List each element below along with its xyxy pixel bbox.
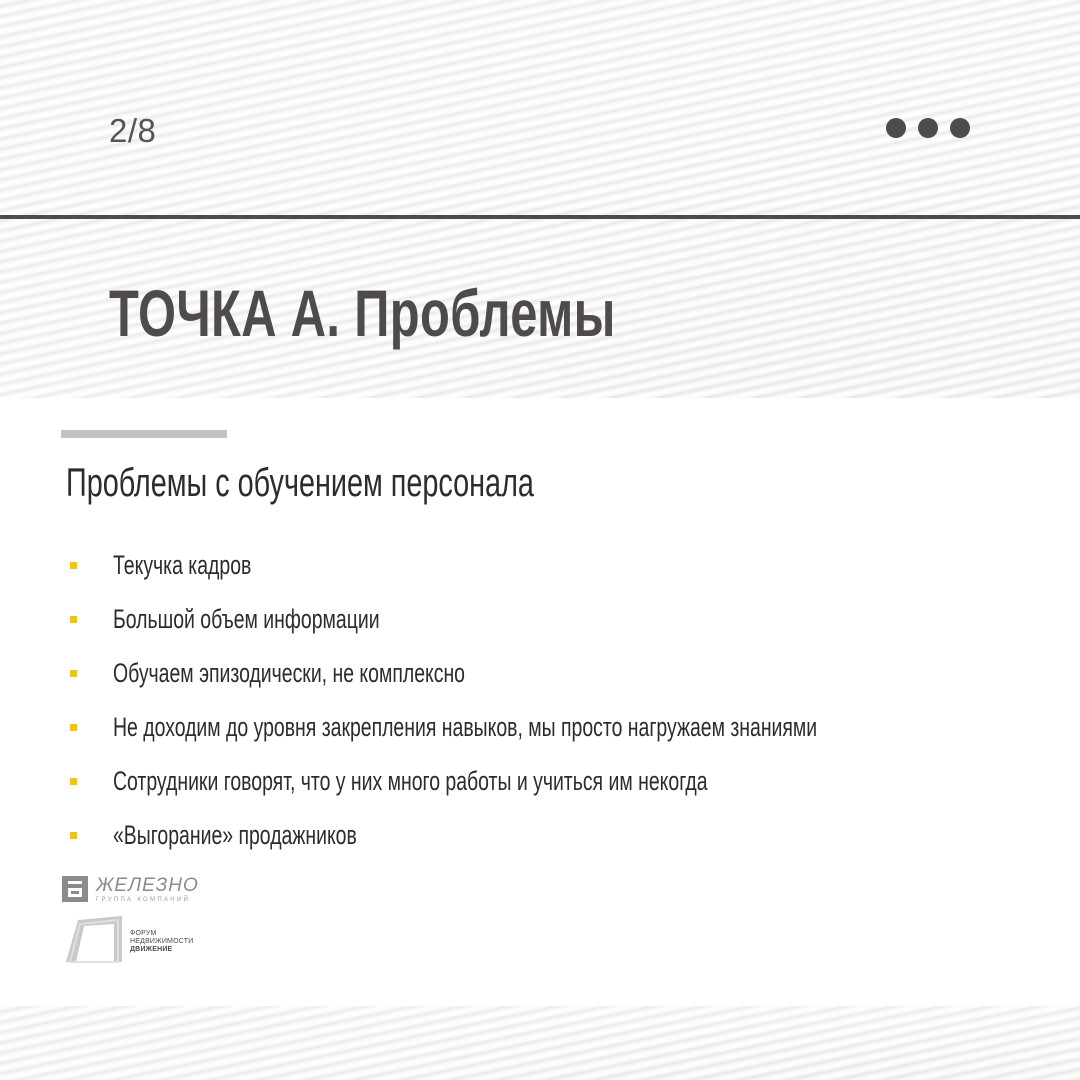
header-divider (0, 215, 1080, 219)
problem-list (70, 538, 818, 862)
dot (886, 118, 906, 138)
footer-background (0, 1006, 1080, 1080)
dot (950, 118, 970, 138)
forum-logo (64, 914, 214, 964)
forum-line-3: ДВИЖЕНИЕ (130, 946, 173, 953)
list-item-text: Обучаем эпизодически, не комплексно (113, 658, 466, 688)
forum-logo-text (130, 930, 193, 954)
list-item-text: Текучка кадров (113, 550, 252, 580)
list-item-text: Большой объем информации (113, 604, 380, 634)
company-logo (62, 876, 199, 904)
list-item-text: Не доходим до уровня закрепления навыков, мы просто нагружаем знаниями (113, 712, 818, 742)
section-accent-bar (61, 430, 227, 438)
list-item (70, 808, 357, 862)
forum-line-1: ФОРУМ (130, 930, 157, 937)
company-logo-icon (62, 876, 88, 902)
company-subtitle: ГРУППА КОМПАНИЙ (96, 897, 191, 903)
list-item (70, 646, 466, 700)
list-item-text: «Выгорание» продажников (113, 820, 357, 850)
more-dots-icon[interactable] (886, 118, 970, 138)
list-item-text: Сотрудники говорят, что у них много работы и учиться им некогда (113, 766, 708, 796)
section-subtitle: Проблемы с обучением персонала (66, 461, 534, 505)
company-logo-text (96, 876, 199, 904)
forum-logo-icon (64, 914, 128, 964)
list-item (70, 700, 818, 754)
bullet-icon (70, 724, 77, 731)
company-name: ЖЕЛЕЗНО (96, 875, 199, 896)
page-counter: 2/8 (109, 112, 157, 149)
bullet-icon (70, 778, 77, 785)
bullet-icon (70, 562, 77, 569)
page-title: ТОЧКА А. Проблемы (109, 276, 616, 350)
list-item (70, 592, 380, 646)
bullet-icon (70, 670, 77, 677)
forum-line-2: НЕДВИЖИМОСТИ (130, 938, 194, 945)
list-item (70, 538, 252, 592)
dot (918, 118, 938, 138)
list-item (70, 754, 708, 808)
bullet-icon (70, 832, 77, 839)
bullet-icon (70, 616, 77, 623)
